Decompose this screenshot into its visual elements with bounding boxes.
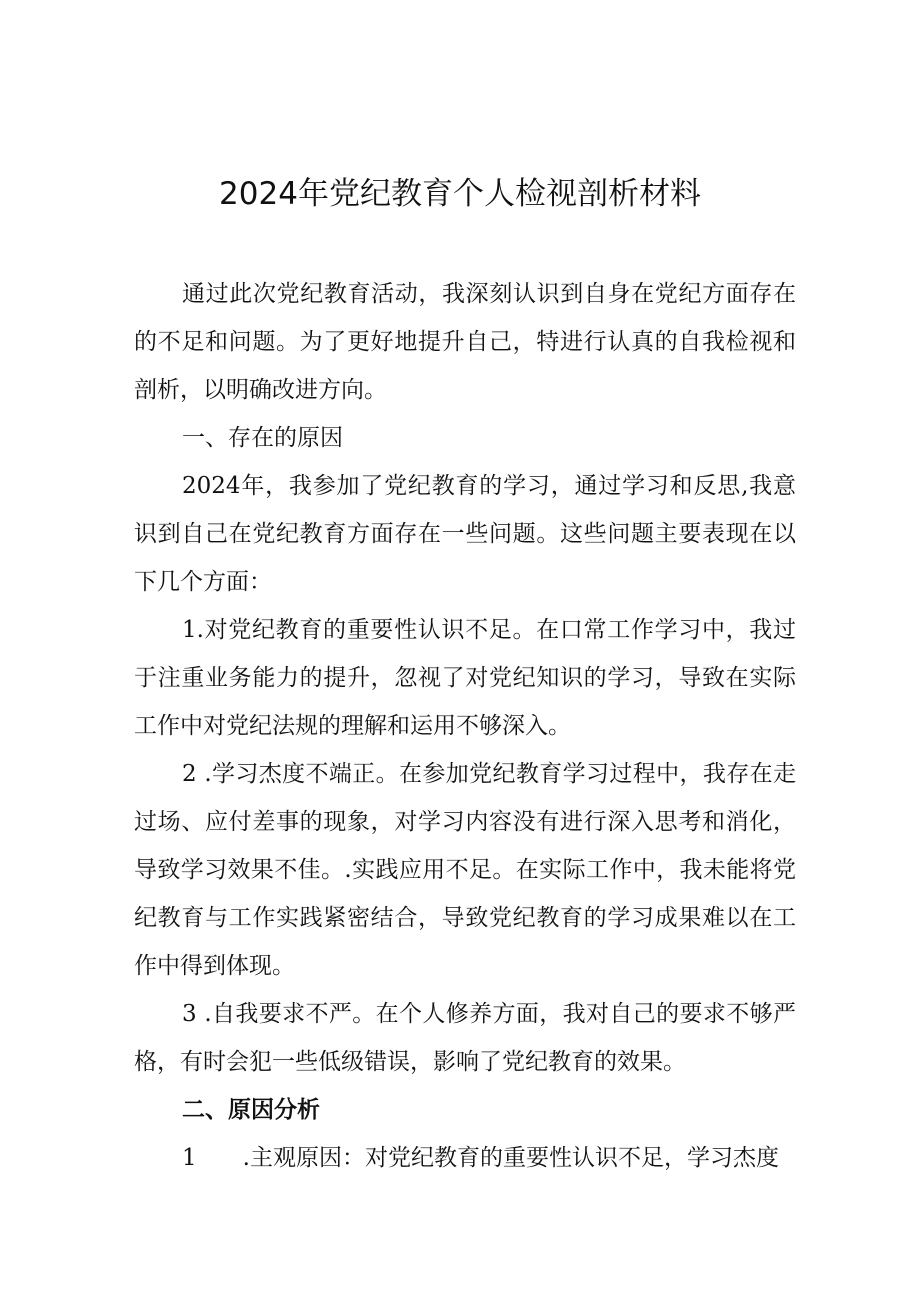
document-title: 2024年党纪教育个人检视剖析材料 [219,176,701,212]
list-item-1: 1.对党纪教育的重要性认识不足。在口常工作学习中，我过于注重业务能力的提升，忽视了对党纪知识的学习，导致在实际工作中对党纪法规的理解和运用不够深入。 [134,617,796,739]
section-heading-1: 一、存在的原因 [182,425,343,451]
intro-paragraph: 通过此次党纪教育活动，我深刻认识到自身在党纪方面存在的不足和问题。为了更好地提升自己，特进行认真的自我检视和剖析，以明确改进方向。 [134,281,796,403]
list-item-3: 3 .自我要求不严。在个人修养方面，我对自己的要求不够严格，有时会犯一些低级错误，影响了党纪教育的效果。 [134,1001,796,1075]
cause-item-1: 1 .主观原因：对党纪教育的重要性认识不足，学习杰度 [182,1145,779,1171]
paragraph-2024: 2024年，我参加了党纪教育的学习，通过学习和反思,我意识到自己在党纪教育方面存在一些问题。这些问题主要表现在以下几个方面： [134,473,796,595]
section-heading-2: 二、原因分析 [182,1097,320,1123]
list-item-2: 2 .学习杰度不端正。在参加党纪教育学习过程中，我存在走过场、应付差事的现象，对学习内容没有进行深入思考和消化，导致学习效果不佳。.实践应用不足。在实际工作中，我未能将党纪教育与工作实践紧密结合，导致党纪教育的学习成果难以在工作中得到体现。 [134,761,796,979]
